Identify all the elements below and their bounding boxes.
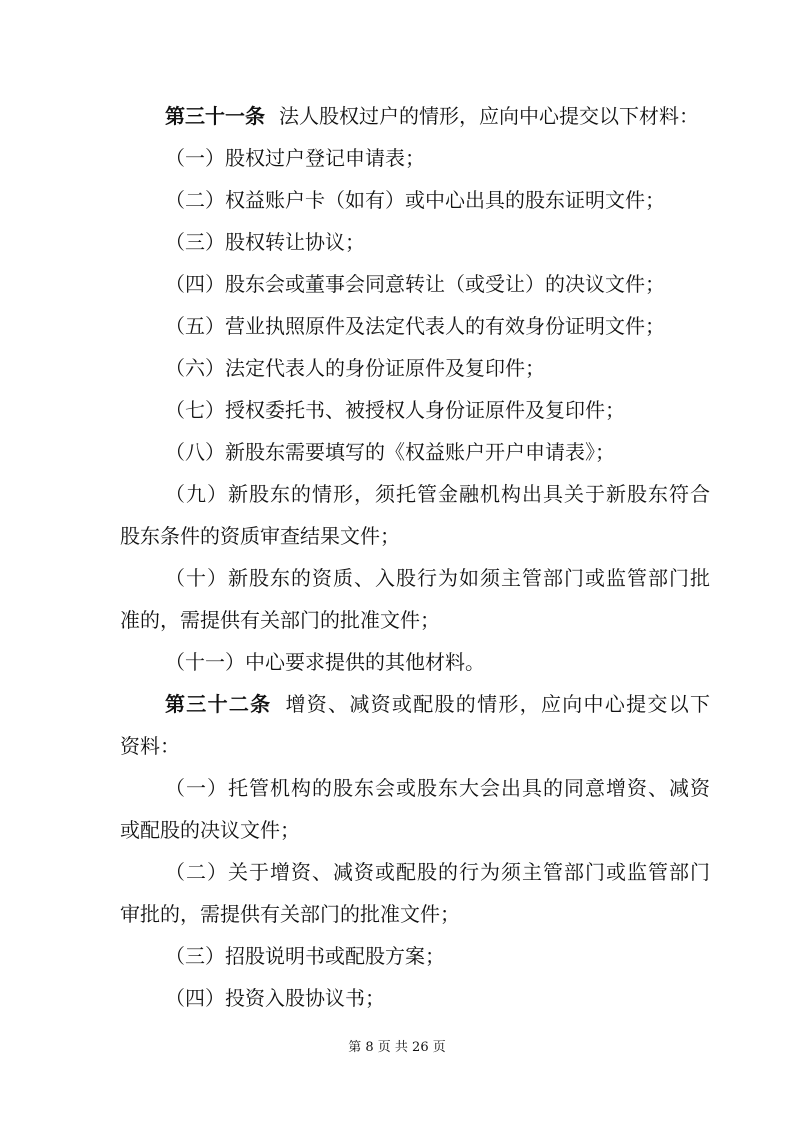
list-item-2-line-1: （二）关于增资、减资或配股的行为须主管部门或监管部门 [165, 860, 710, 884]
list-item: （五）营业执照原件及法定代表人的有效身份证明文件； [165, 314, 665, 338]
article-32-intro: 增资、减资或配股的情形，应向中心提交以下 [285, 692, 711, 716]
list-item: （四）股东会或董事会同意转让（或受让）的决议文件； [165, 272, 665, 296]
list-item-10-line-2: 准的，需提供有关部门的批准文件； [120, 608, 440, 632]
article-32-intro-line-2: 资料： [120, 734, 180, 758]
list-item: （三）股权转让协议； [165, 230, 365, 254]
list-item: （八）新股东需要填写的《权益账户开户申请表》； [165, 440, 615, 464]
list-item-9-line-2: 股东条件的资质审查结果文件； [120, 524, 400, 548]
list-item-11: （十一）中心要求提供的其他材料。 [165, 650, 485, 674]
article-32-heading: 第三十二条 [165, 692, 272, 716]
list-item: （七）授权委托书、被授权人身份证原件及复印件； [165, 398, 625, 422]
list-item-10-line-1: （十）新股东的资质、入股行为如须主管部门或监管部门批 [165, 566, 710, 590]
list-item: （六）法定代表人的身份证原件及复印件； [165, 356, 545, 380]
article-32-intro-line [165, 692, 710, 716]
list-item-1-line-2: 或配股的决议文件； [120, 818, 300, 842]
list-item-2-line-2: 审批的，需提供有关部门的批准文件； [120, 902, 460, 926]
list-item-3: （三）招股说明书或配股方案； [165, 944, 445, 968]
list-item-9-line-1: （九）新股东的情形，须托管金融机构出具关于新股东符合 [165, 482, 710, 506]
list-item: （一）股权过户登记申请表； [165, 146, 425, 170]
list-item-4: （四）投资入股协议书； [165, 986, 385, 1010]
article-31-heading: 第三十一条 [165, 104, 265, 128]
list-item-1-line-1: （一）托管机构的股东会或股东大会出具的同意增资、减资 [165, 776, 710, 800]
page-number-footer: 第 8 页 共 26 页 [348, 1040, 446, 1055]
list-item: （二）权益账户卡（如有）或中心出具的股东证明文件； [165, 188, 665, 212]
article-31-intro: 法人股权过户的情形，应向中心提交以下材料： [279, 104, 699, 128]
article-31-intro-line [165, 104, 710, 128]
